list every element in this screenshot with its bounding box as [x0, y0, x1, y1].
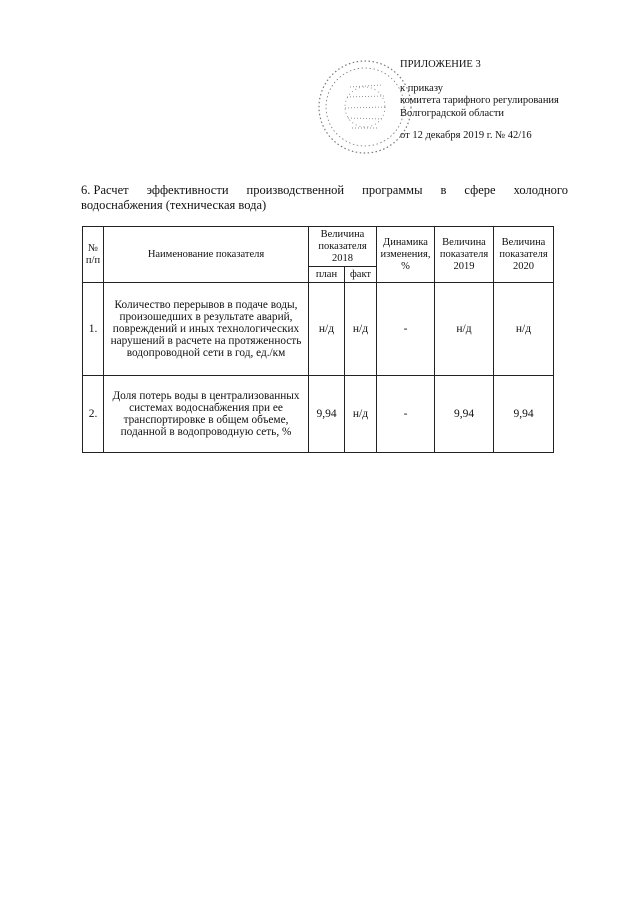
heading-word: 6. Расчет — [81, 183, 129, 197]
heading-word: в — [440, 183, 447, 197]
heading-word: холодного — [513, 183, 568, 197]
order-date-line: от 12 декабря 2019 г. № 42/16 — [400, 130, 532, 141]
appendix-header — [400, 59, 559, 143]
heading-word: эффективности — [146, 183, 229, 197]
appendix-title: ПРИЛОЖЕНИЕ 3 — [400, 59, 481, 70]
row-value-2019: н/д — [435, 283, 494, 376]
header-num: № п/п — [83, 227, 104, 283]
header-value-2019: Величина показателя 2019 — [435, 227, 494, 283]
table-row — [83, 283, 554, 376]
efficiency-table — [82, 226, 554, 453]
row-name: Доля потерь воды в централизованных системах водоснабжения при ее транспортировке в общем объеме, поданной в водопроводную сеть, % — [104, 376, 309, 453]
row-value-2020: н/д — [494, 283, 554, 376]
header-value-2018: Величина показателя 2018 — [309, 227, 377, 267]
row-dynamics: - — [377, 376, 435, 453]
region-line: Волгоградской области — [400, 107, 505, 119]
header-dynamics: Динамика изменения, % — [377, 227, 435, 283]
committee-line: комитета тарифного регулирования — [400, 95, 559, 106]
header-value-2020: Величина показателя 2020 — [494, 227, 554, 283]
row-plan: н/д — [309, 283, 345, 376]
section-heading — [81, 183, 568, 213]
row-dynamics: - — [377, 283, 435, 376]
row-value-2020: 9,94 — [494, 376, 554, 453]
heading-word: сфере — [464, 183, 496, 197]
row-num: 1. — [83, 283, 104, 376]
row-value-2019: 9,94 — [435, 376, 494, 453]
row-name: Количество перерывов в подаче воды, произошедших в результате аварий, повреждений и иных технологических нарушений в расчете на протяженность водопроводной сети в год, ед./км — [104, 283, 309, 376]
section-heading-line1 — [81, 183, 568, 198]
row-plan: 9,94 — [309, 376, 345, 453]
table-row — [83, 376, 554, 453]
row-num: 2. — [83, 376, 104, 453]
heading-word: программы — [362, 183, 423, 197]
row-fact: н/д — [345, 376, 377, 453]
header-fact: факт — [345, 267, 377, 283]
section-heading-line2: водоснабжения (техническая вода) — [81, 198, 267, 212]
header-name: Наименование показателя — [104, 227, 309, 283]
order-reference-line: к приказу — [400, 82, 443, 94]
row-fact: н/д — [345, 283, 377, 376]
header-plan: план — [309, 267, 345, 283]
heading-word: производственной — [246, 183, 345, 197]
